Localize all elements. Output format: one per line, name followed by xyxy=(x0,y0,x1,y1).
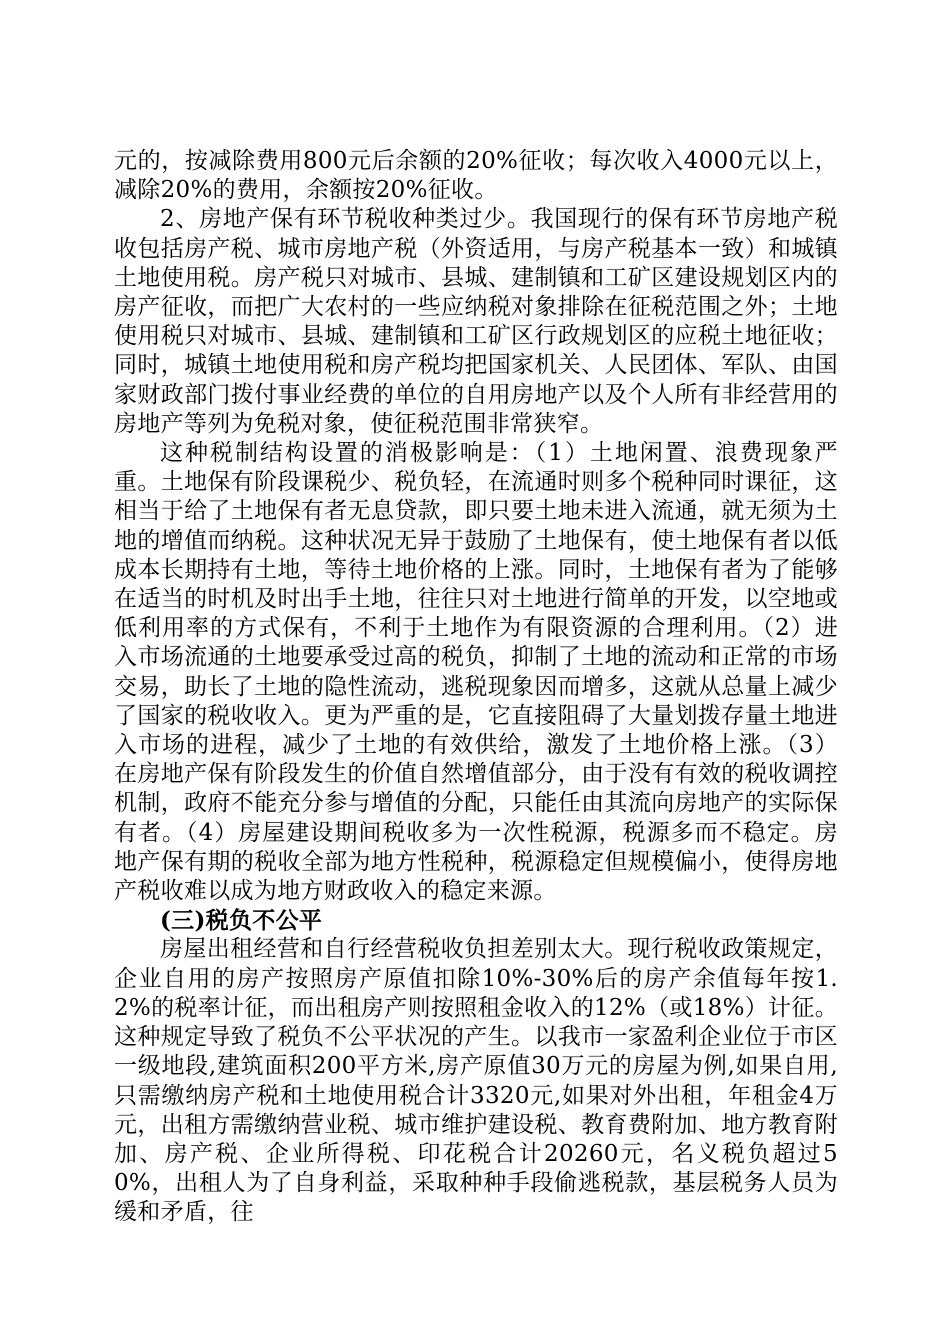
paragraph-holding-tax-types: 2、房地产保有环节税收种类过少。我国现行的保有环节房地产税收包括房产税、城市房地产税（外资适用，与房产税基本一致）和城镇土地使用税。房产税只对城市、县城、建制镇和工矿区建设规划区内的房产征收，而把广大农村的一些应纳税对象排除在征税范围之外；土地使用税只对城市、县城、建制镇和工矿区行政规划区的应税土地征收；同时，城镇土地使用税和房产税均把国家机关、人民团体、军队、由国家财政部门拨付事业经费的单位的自用房地产以及个人所有非经营用的房地产等列为免税对象，使征税范围非常狭窄。 xyxy=(114,206,838,437)
section-heading: (三)税负不公平 xyxy=(160,907,323,935)
paragraph-tax-unfairness: 房屋出租经营和自行经营税收负担差别太大。现行税收政策规定，企业自用的房产按照房产原值扣除10%-30%后的房产余值每年按1.2%的税率计征，而出租房产则按照租金收入的12%（或18%）计征。这种规定导致了税负不公平状况的产生。以我市一家盈利企业位于市区一级地段,建筑面积200平方米,房产原值30万元的房屋为例,如果自用,只需缴纳房产税和土地使用税合计3320元,如果对外出租，年租金4万元，出租方需缴纳营业税、城市维护建设税、教育费附加、地方教育附加、房产税、企业所得税、印花税合计20260元，名义税负超过50%，出租人为了自身利益，采取种种手段偷逃税款，基层税务人员为缓和矛盾，往 xyxy=(114,936,838,1226)
paragraph-continuation: 元的，按减除费用800元后余额的20%征收；每次收入4000元以上，减除20%的费用，余额按20%征收。 xyxy=(114,148,838,204)
document-page xyxy=(114,147,838,1228)
paragraph-negative-impacts: 这种税制结构设置的消极影响是：（1）土地闲置、浪费现象严重。土地保有阶段课税少、税负轻，在流通时则多个税种同时课征，这相当于给了土地保有者无息贷款，即只要土地未进入流通，就无须为土地的增值而纳税。这种状况无异于鼓励了土地保有，使土地保有者以低成本长期持有土地，等待土地价格的上涨。同时，土地保有者为了能够在适当的时机及时出手土地，往往只对土地进行简单的开发，以空地或低利用率的方式保有，不利于土地作为有限资源的合理利用。（2）进入市场流通的土地要承受过高的税负，抑制了土地的流动和正常的市场交易，助长了土地的隐性流动，逃税现象因而增多，这就从总量上减少了国家的税收收入。更为严重的是，它直接阻碍了大量划拨存量土地进入市场的进程，减少了土地的有效供给，激发了土地价格上涨。（3）在房地产保有阶段发生的价值自然增值部分，由于没有有效的税收调控机制，政府不能充分参与增值的分配，只能任由其流向房地产的实际保有者。（4）房屋建设期间税收多为一次性税源，税源多而不稳定。房地产保有期的税收全部为地方性税种，税源稳定但规模偏小，使得房地产税收难以成为地方财政收入的稳定来源。 xyxy=(114,440,838,905)
